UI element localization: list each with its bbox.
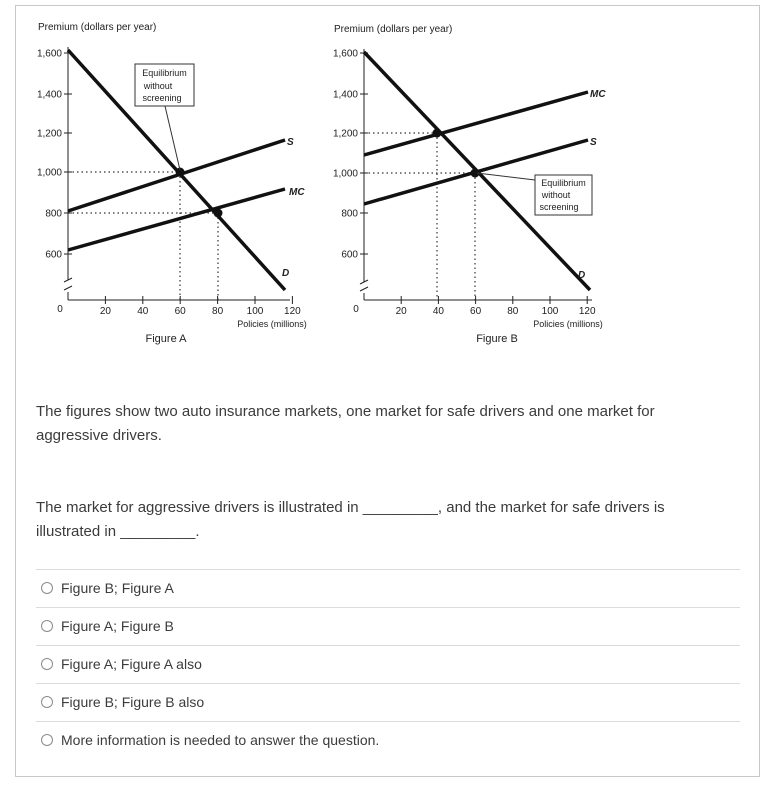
figure-a-annotation-line1: Equilibrium [142,68,187,78]
figure-a-annotation-line3: screening [142,93,182,103]
figure-a-y-tick-label: 1,000 [36,167,62,179]
figure-b-annotation-line3: screening [539,202,579,212]
figure-b-mc-label: MC [590,89,606,100]
figure-a-title: Figure A [145,333,187,345]
figure-b-guides [364,133,475,300]
answer-blank-1: _________ [362,499,438,516]
figure-b-x-origin-label: 0 [353,304,359,315]
figure-b-s-label: S [590,137,597,148]
figure-b [333,24,606,345]
radio-icon[interactable] [41,696,53,708]
figure-a [37,22,307,345]
option-label: Figure B; Figure A [61,580,174,596]
radio-icon[interactable] [41,658,53,670]
figure-a-mc-line [68,189,285,250]
prompt-part1: The market for aggressive drivers is illustrated in [36,499,359,516]
figure-a-axis-break [64,278,72,290]
figure-b-axis-break [360,280,368,291]
question-prompt [36,496,726,544]
figure-a-s-label: S [287,137,294,148]
figure-b-annotation-line2: without [541,190,571,200]
radio-icon[interactable] [41,620,53,632]
radio-icon[interactable] [41,734,53,746]
figure-b-x-tick-label: 120 [578,306,596,317]
figure-b-x-tick-label: 80 [507,306,519,317]
figures-area [0,0,784,360]
figure-b-y-tick-label: 1,200 [332,128,358,140]
question-intro: The figures show two auto insurance markets, one market for safe drivers and one market for aggressive drivers. [36,403,655,444]
figure-a-xlabel: Policies (millions) [237,319,307,329]
radio-icon[interactable] [41,582,53,594]
option-3[interactable] [36,645,740,683]
figure-a-point-2 [214,209,223,218]
figure-a-ylabel: Premium (dollars per year) [38,22,157,33]
figure-a-x-tick-label: 100 [246,306,264,317]
figure-a-y-tick-label: 1,600 [36,48,62,60]
figure-a-x-tick-label: 80 [212,306,224,317]
figure-a-d-label: D [282,268,290,279]
figure-b-y-tick-label: 1,000 [332,168,358,180]
figure-a-y-tick-label: 600 [45,249,62,261]
answer-blank-2: _________ [120,523,196,540]
figure-a-x-tick-label: 40 [137,306,149,317]
figure-b-x-tick-label: 60 [470,306,482,317]
figure-a-x-tick-label: 120 [284,306,301,317]
figure-a-y-tick-label: 1,200 [36,128,62,140]
figure-b-d-label: D [578,270,586,281]
figure-b-xlabel: Policies (millions) [533,319,603,329]
option-4[interactable] [36,683,740,721]
option-5[interactable] [36,721,740,759]
figure-b-annotation-line1: Equilibrium [541,178,586,188]
option-1[interactable] [36,569,740,607]
figure-b-title: Figure B [476,333,518,345]
option-2[interactable] [36,607,740,645]
figure-a-y-tick-label: 800 [45,208,62,220]
figure-a-y-tick-label: 1,400 [36,89,62,101]
figure-b-y-tick-label: 600 [341,249,358,261]
figure-b-y-tick-label: 1,400 [332,89,358,101]
figure-b-x-tick-label: 100 [541,306,559,317]
figure-a-x-tick-label: 20 [99,306,111,317]
figure-b-y-tick-label: 1,600 [332,48,358,60]
figure-a-x-tick-label: 60 [174,306,186,317]
figure-b-x-tick-label: 20 [395,306,407,317]
prompt-part2: , and the market for safe drivers is illustrated in [36,499,665,540]
figure-b-x-tick-label: 40 [432,306,444,317]
figure-b-mc-line [364,92,588,155]
option-label: Figure A; Figure B [61,618,174,634]
figure-a-x-origin-label: 0 [57,304,63,315]
figure-b-y-tick-label: 800 [341,208,358,220]
figure-b-point-1 [433,129,442,138]
option-label: Figure B; Figure B also [61,694,205,710]
figure-a-mc-label: MC [289,187,305,198]
prompt-end: . [195,523,200,540]
figure-a-annotation-line2: without [143,81,173,91]
option-label: More information is needed to answer the question. [61,732,380,748]
figure-a-supply-line [68,140,285,211]
figure-b-ylabel: Premium (dollars per year) [334,24,453,35]
option-label: Figure A; Figure A also [61,656,202,672]
